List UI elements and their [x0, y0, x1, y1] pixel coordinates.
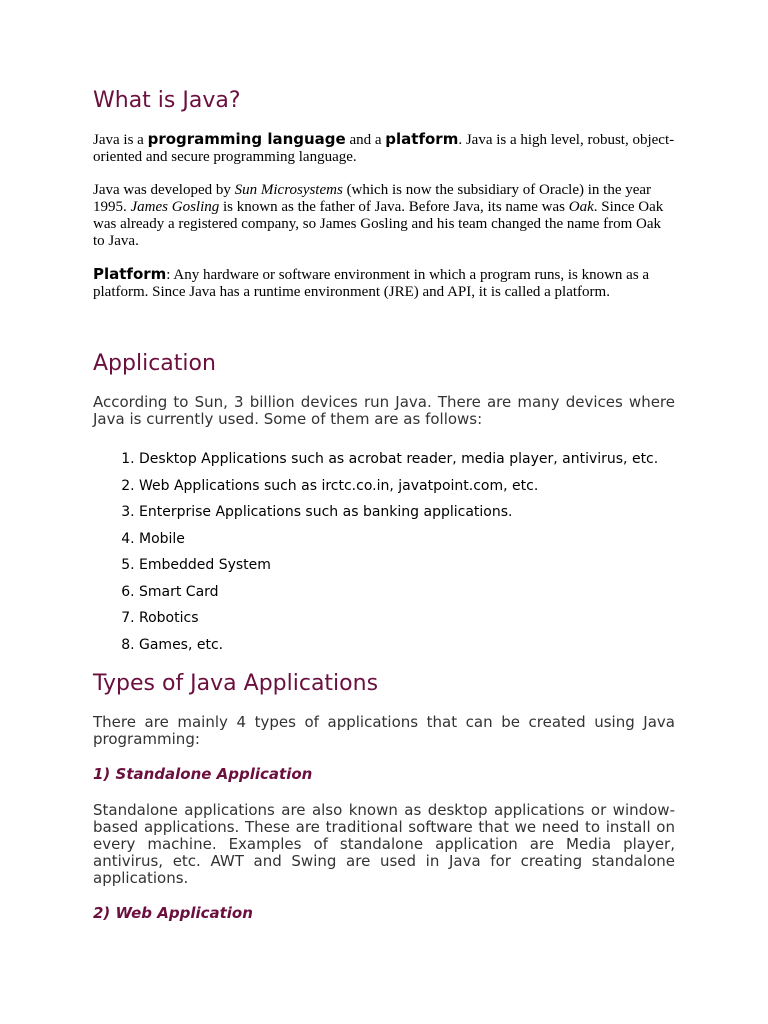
- heading-application: Application: [93, 351, 216, 376]
- subheading-standalone-application: 1) Standalone Application: [93, 765, 313, 783]
- list-item: 6. Smart Card: [139, 583, 721, 610]
- list-item: 4. Mobile: [139, 530, 721, 557]
- subheading-web-application: 2) Web Application: [93, 904, 253, 922]
- paragraph-java-history: Java was developed by Sun Microsystems (which is now the subsidiary of Oracle) in the year 1995. James Gosling is known as the father of Java. Before Java, its name was Oak. Since Oak was already a registered company, so James Gosling and his team changed the name from Oak to Java.: [93, 182, 664, 249]
- application-list: [93, 450, 721, 662]
- paragraph-java-definition: Java is a programming language and a platform. Java is a high level, robust, object-oriented and secure programming language.: [93, 130, 675, 165]
- list-item: 5. Embedded System: [139, 556, 721, 583]
- paragraph-platform-definition: Platform: Any hardware or software environment in which a program runs, is known as a platform. Since Java has a runtime environment (JRE) and API, it is called a platform.: [93, 265, 650, 300]
- paragraph-standalone-application: Standalone applications are also known as desktop applications or window-based applications. These are traditional software that we need to install on every machine. Examples of standalone application are Media player, antivirus, etc. AWT and Swing are used in Java for creating standalone applications.: [93, 801, 675, 887]
- paragraph-types-intro: There are mainly 4 types of applications that can be created using Java programming:: [93, 713, 675, 748]
- term-programming-language: programming language: [147, 130, 346, 148]
- list-item: 1. Desktop Applications such as acrobat reader, media player, antivirus, etc.: [139, 450, 721, 477]
- paragraph-application-intro: According to Sun, 3 billion devices run Java. There are many devices where Java is currently used. Some of them are as follows:: [93, 393, 675, 428]
- term-platform-label: Platform: [93, 265, 167, 283]
- heading-types-of-java-applications: Types of Java Applications: [93, 671, 379, 696]
- list-item: 7. Robotics: [139, 609, 721, 636]
- term-platform: platform: [385, 130, 459, 148]
- list-item: 2. Web Applications such as irctc.co.in, javatpoint.com, etc.: [139, 477, 721, 504]
- list-item: 8. Games, etc.: [139, 636, 721, 663]
- heading-what-is-java: What is Java?: [93, 88, 241, 113]
- list-item: 3. Enterprise Applications such as banking applications.: [139, 503, 721, 530]
